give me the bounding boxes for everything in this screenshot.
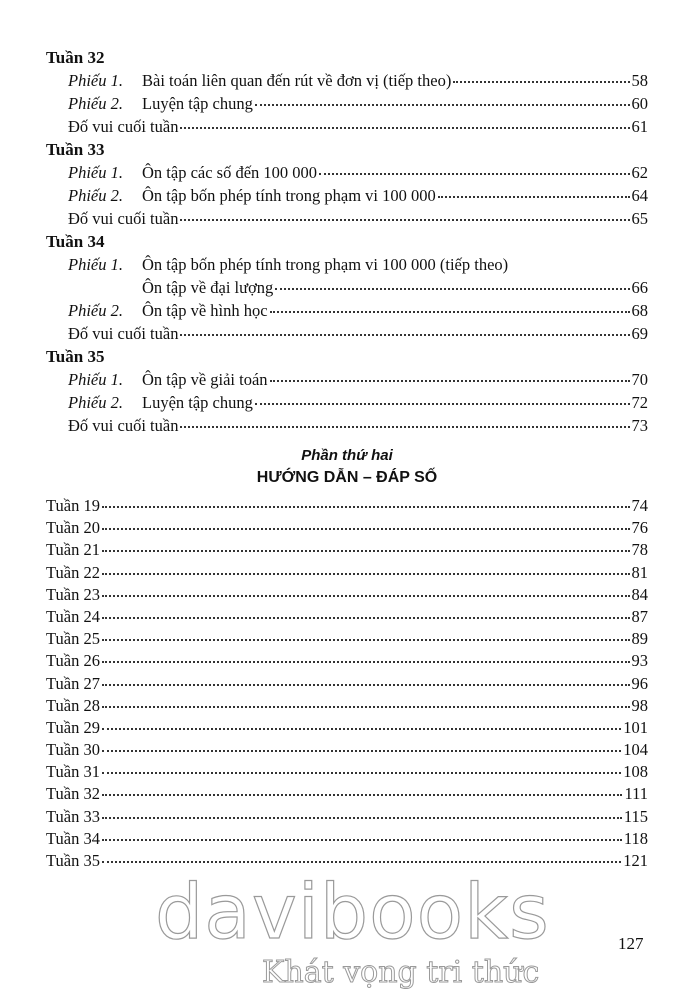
dot-leader	[438, 195, 630, 198]
dot-leader	[102, 771, 621, 774]
entry-page: 68	[631, 301, 648, 320]
answer-week: Tuần 26	[46, 651, 100, 671]
answer-row	[46, 628, 648, 650]
dot-leader	[180, 126, 629, 129]
dot-leader	[255, 103, 630, 106]
answer-page: 98	[631, 695, 648, 715]
dot-leader	[255, 402, 630, 405]
entry-title: Ôn tập về giải toán	[142, 370, 268, 389]
answer-row	[46, 517, 648, 539]
toc-entry	[46, 69, 648, 92]
dot-leader	[102, 572, 630, 575]
dot-leader	[102, 838, 622, 841]
toc-entry	[46, 115, 648, 138]
entry-page: 65	[631, 209, 648, 228]
answer-row	[46, 739, 648, 761]
dot-leader	[180, 218, 629, 221]
entry-page: 73	[631, 416, 648, 435]
entry-title: Đố vui cuối tuần	[68, 209, 179, 228]
answer-week: Tuần 21	[46, 540, 100, 560]
answer-week: Tuần 25	[46, 629, 100, 649]
entry-label: Phiếu 1.	[68, 71, 123, 90]
answer-page: 104	[623, 740, 648, 760]
dot-leader	[102, 505, 630, 508]
answer-row	[46, 584, 648, 606]
answer-row	[46, 828, 648, 850]
dot-leader	[102, 527, 630, 530]
dot-leader	[102, 860, 621, 863]
answer-week: Tuần 35	[46, 851, 100, 870]
entry-page: 66	[631, 278, 648, 297]
answer-row	[46, 695, 648, 717]
answer-page: 81	[631, 562, 648, 582]
watermark-brand: davibooks	[155, 867, 550, 956]
week-heading: Tuần 34	[46, 232, 105, 251]
dot-leader	[319, 172, 629, 175]
entry-label: Phiếu 2.	[68, 186, 123, 205]
answer-page: 96	[631, 673, 648, 693]
entry-page: 58	[631, 71, 648, 90]
answer-page: 89	[631, 629, 648, 649]
dot-leader	[102, 727, 621, 730]
entry-page: 72	[631, 393, 648, 412]
dot-leader	[102, 816, 622, 819]
toc-entry	[46, 253, 648, 276]
toc-entry	[46, 322, 648, 345]
answer-page: 101	[623, 717, 648, 737]
answer-week: Tuần 19	[46, 496, 100, 515]
answer-week: Tuần 23	[46, 584, 100, 604]
entry-title: Đố vui cuối tuần	[68, 117, 179, 136]
entry-title: Ôn tập bốn phép tính trong phạm vi 100 000	[142, 186, 436, 205]
answer-row	[46, 606, 648, 628]
answer-page: 78	[631, 540, 648, 560]
answer-row	[46, 539, 648, 561]
answer-row	[46, 650, 648, 672]
answer-week: Tuần 32	[46, 784, 100, 804]
dot-leader	[102, 749, 621, 752]
entry-title: Đố vui cuối tuần	[68, 324, 179, 343]
answer-page: 76	[631, 518, 648, 538]
dot-leader	[102, 705, 630, 708]
part2-heading	[46, 445, 648, 489]
answer-week: Tuần 29	[46, 717, 100, 737]
answer-page: 74	[631, 496, 648, 515]
entry-title: Ôn tập về đại lượng	[142, 278, 274, 297]
toc-entry	[46, 207, 648, 230]
toc-entry	[46, 184, 648, 207]
answer-week: Tuần 31	[46, 762, 100, 782]
page-number: 127	[618, 934, 644, 953]
entry-page: 69	[631, 324, 648, 343]
answer-page: 115	[623, 806, 648, 826]
entry-page: 62	[631, 163, 648, 182]
dot-leader	[270, 379, 630, 382]
dot-leader	[102, 793, 623, 796]
dot-leader	[102, 638, 630, 641]
entry-label: Phiếu 1.	[68, 255, 123, 274]
answer-list	[46, 495, 648, 872]
answer-week: Tuần 30	[46, 740, 100, 760]
toc-page	[46, 46, 648, 872]
toc-entry	[46, 299, 648, 322]
entry-label: Phiếu 2.	[68, 301, 123, 320]
watermark-slogan: Khát vọng tri thức	[262, 955, 540, 990]
dot-leader	[180, 333, 629, 336]
answer-page: 121	[623, 851, 648, 870]
dot-leader	[102, 594, 630, 597]
answer-row	[46, 673, 648, 695]
answer-page: 108	[623, 762, 648, 782]
answer-week: Tuần 22	[46, 562, 100, 582]
dot-leader	[102, 616, 630, 619]
answer-week: Tuần 33	[46, 806, 100, 826]
answer-row	[46, 806, 648, 828]
entry-page: 60	[631, 94, 648, 113]
toc-entry	[46, 276, 648, 299]
answer-page: 111	[624, 784, 648, 804]
answer-week: Tuần 20	[46, 518, 100, 538]
entry-page: 70	[631, 370, 648, 389]
entry-title: Bài toán liên quan đến rút về đơn vị (tiếp theo)	[142, 71, 452, 90]
entry-title: Ôn tập bốn phép tính trong phạm vi 100 000 (tiếp theo)	[142, 255, 509, 274]
answer-page: 87	[631, 606, 648, 626]
week-heading: Tuần 32	[46, 48, 105, 67]
entry-page: 61	[631, 117, 648, 136]
answer-row	[46, 761, 648, 783]
part2-subtitle: Phần thứ hai	[301, 447, 393, 464]
dot-leader	[102, 683, 630, 686]
entry-title: Ôn tập về hình học	[142, 301, 268, 320]
dot-leader	[102, 549, 630, 552]
dot-leader	[270, 310, 630, 313]
answer-row	[46, 495, 648, 517]
entry-label: Phiếu 2.	[68, 94, 123, 113]
dot-leader	[275, 287, 629, 290]
answer-week: Tuần 28	[46, 695, 100, 715]
answer-week: Tuần 24	[46, 606, 100, 626]
entry-title: Luyện tập chung	[142, 94, 253, 113]
answer-row	[46, 562, 648, 584]
answer-week: Tuần 34	[46, 828, 100, 848]
entry-title: Đố vui cuối tuần	[68, 416, 179, 435]
answer-page: 118	[623, 828, 648, 848]
answer-page: 93	[631, 651, 648, 671]
entry-label: Phiếu 2.	[68, 393, 123, 412]
entry-title: Ôn tập các số đến 100 000	[142, 163, 318, 182]
week-heading: Tuần 33	[46, 140, 105, 159]
toc-part1	[46, 46, 648, 437]
entry-label: Phiếu 1.	[68, 163, 123, 182]
week-heading: Tuần 35	[46, 347, 105, 366]
entry-page: 64	[631, 186, 648, 205]
toc-entry	[46, 161, 648, 184]
dot-leader	[453, 80, 629, 83]
answer-row	[46, 783, 648, 805]
toc-entry	[46, 92, 648, 115]
answer-row	[46, 717, 648, 739]
entry-title: Luyện tập chung	[142, 393, 253, 412]
toc-entry	[46, 414, 648, 437]
part2-title: HƯỚNG DẪN – ĐÁP SỐ	[256, 469, 438, 486]
answer-week: Tuần 27	[46, 673, 100, 693]
entry-label: Phiếu 1.	[68, 370, 123, 389]
dot-leader	[180, 425, 629, 428]
answer-page: 84	[631, 584, 648, 604]
dot-leader	[102, 660, 630, 663]
toc-entry	[46, 391, 648, 414]
toc-entry	[46, 368, 648, 391]
